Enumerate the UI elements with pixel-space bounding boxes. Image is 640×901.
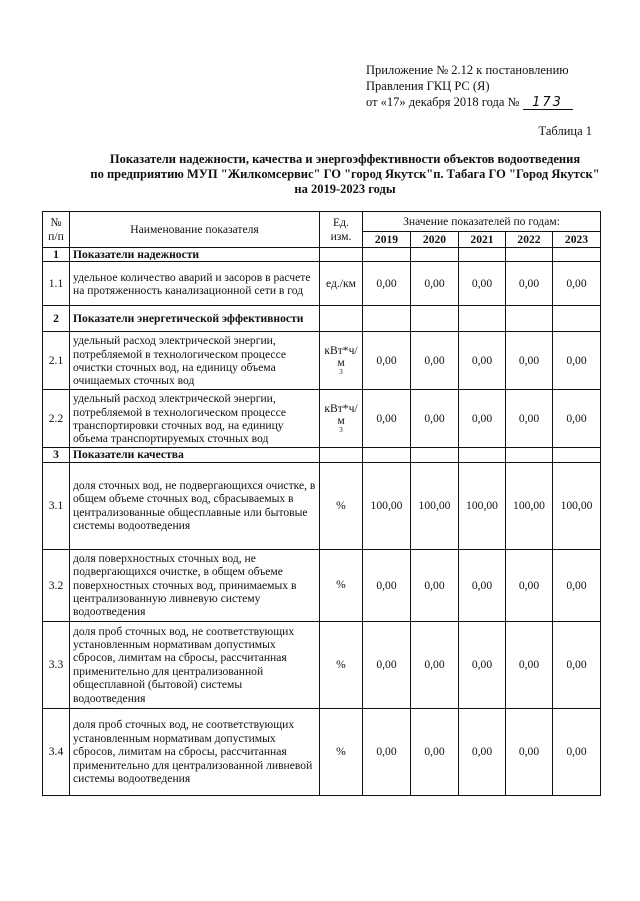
handwritten-number: 173	[523, 96, 573, 110]
document-title	[80, 152, 610, 197]
indicator-row	[43, 332, 601, 390]
section-empty-value	[363, 448, 411, 462]
section-empty-value	[411, 306, 459, 332]
indicator-name: доля сточных вод, не подвергающихся очистке, в общем объеме сточных вод, сбрасываемых в централизованные общесплавные или бытовые системы водоотведения	[70, 462, 320, 549]
section-empty-value	[553, 448, 601, 462]
indicator-value: 0,00	[553, 332, 601, 390]
section-num: 2	[43, 306, 70, 332]
indicator-row	[43, 708, 601, 795]
indicators-table	[42, 211, 601, 796]
appendix-line-1: Приложение № 2.12 к постановлению	[366, 63, 569, 77]
indicator-num: 2.2	[43, 390, 70, 448]
title-line-2: по предприятию МУП "Жилкомсервис" ГО "город Якутск"п. Табага ГО "Город Якутск"	[90, 167, 600, 181]
indicator-row	[43, 462, 601, 549]
indicator-value: 0,00	[459, 332, 506, 390]
section-empty-value	[459, 306, 506, 332]
indicator-unit: ед./км	[320, 262, 363, 306]
indicator-name: удельное количество аварий и засоров в расчете на протяженность канализационной сети в год	[70, 262, 320, 306]
indicator-num: 1.1	[43, 262, 70, 306]
indicator-num: 3.1	[43, 462, 70, 549]
indicator-row	[43, 262, 601, 306]
indicator-unit: %	[320, 549, 363, 621]
indicator-num: 3.2	[43, 549, 70, 621]
indicator-value: 0,00	[411, 621, 459, 708]
indicator-row	[43, 549, 601, 621]
indicator-value: 0,00	[506, 549, 553, 621]
section-row	[43, 448, 601, 462]
section-empty-value	[459, 248, 506, 262]
indicator-row	[43, 390, 601, 448]
indicator-unit: кВт*ч/м 3	[320, 390, 363, 448]
indicator-value: 0,00	[506, 621, 553, 708]
appendix-header	[366, 62, 573, 110]
indicator-value: 0,00	[553, 621, 601, 708]
header-row-1	[43, 212, 601, 232]
indicator-value: 0,00	[363, 390, 411, 448]
indicator-num: 3.4	[43, 708, 70, 795]
section-empty-value	[411, 448, 459, 462]
header-year: 2023	[553, 232, 601, 248]
header-year: 2020	[411, 232, 459, 248]
indicator-value: 0,00	[411, 332, 459, 390]
indicator-name: удельный расход электрической энергии, потребляемой в технологическом процессе транспортировки сточных вод, на единицу объема транспортируемых сточных вод	[70, 390, 320, 448]
section-num: 1	[43, 248, 70, 262]
indicator-value: 100,00	[553, 462, 601, 549]
header-name: Наименование показателя	[70, 212, 320, 248]
indicator-name: доля проб сточных вод, не соответствующих установленным нормативам допустимых сбросов, лимитам на сбросы, рассчитанная применительно для централизованной ливневой системы водоотведения	[70, 708, 320, 795]
title-line-3: на 2019-2023 годы	[294, 182, 396, 196]
table-label: Таблица 1	[538, 124, 592, 138]
indicator-value: 0,00	[363, 549, 411, 621]
section-num: 3	[43, 448, 70, 462]
indicator-value: 0,00	[553, 390, 601, 448]
indicator-num: 3.3	[43, 621, 70, 708]
section-empty-value	[506, 248, 553, 262]
indicator-value: 0,00	[363, 708, 411, 795]
section-empty-value	[506, 306, 553, 332]
appendix-line-3	[366, 94, 573, 110]
indicator-name: удельный расход электрической энергии, потребляемой в технологическом процессе очистки сточных вод, на единицу объема очищаемых сточных вод	[70, 332, 320, 390]
section-empty-value	[411, 248, 459, 262]
indicator-value: 100,00	[459, 462, 506, 549]
section-empty-unit	[320, 248, 363, 262]
indicator-value: 0,00	[363, 621, 411, 708]
header-num: № п/п	[43, 212, 70, 248]
indicator-value: 0,00	[553, 708, 601, 795]
appendix-date: от «17» декабря 2018 года №	[366, 95, 520, 109]
title-line-1: Показатели надежности, качества и энергоэффективности объектов водоотведения	[109, 152, 581, 166]
indicator-value: 0,00	[411, 708, 459, 795]
indicator-row	[43, 621, 601, 708]
section-row	[43, 306, 601, 332]
indicator-value: 0,00	[506, 332, 553, 390]
header-year: 2021	[459, 232, 506, 248]
indicator-value: 0,00	[506, 708, 553, 795]
indicator-value: 0,00	[363, 262, 411, 306]
indicator-unit: кВт*ч/м 3	[320, 332, 363, 390]
indicator-value: 0,00	[459, 708, 506, 795]
indicator-value: 0,00	[411, 262, 459, 306]
section-empty-value	[363, 306, 411, 332]
indicator-num: 2.1	[43, 332, 70, 390]
unit-superscript: 3	[339, 426, 343, 435]
indicator-value: 0,00	[411, 390, 459, 448]
section-title: Показатели качества	[70, 448, 320, 462]
header-values: Значение показателей по годам:	[363, 212, 601, 232]
section-title: Показатели надежности	[70, 248, 320, 262]
indicator-value: 100,00	[411, 462, 459, 549]
section-empty-unit	[320, 448, 363, 462]
section-title: Показатели энергетической эффективности	[70, 306, 320, 332]
header-year: 2019	[363, 232, 411, 248]
header-unit: Ед. изм.	[320, 212, 363, 248]
indicator-value: 0,00	[459, 262, 506, 306]
indicator-unit: %	[320, 621, 363, 708]
unit-superscript: 3	[339, 368, 343, 377]
section-empty-unit	[320, 306, 363, 332]
indicator-value: 0,00	[506, 262, 553, 306]
section-row	[43, 248, 601, 262]
section-empty-value	[553, 248, 601, 262]
indicator-value: 0,00	[411, 549, 459, 621]
indicator-value: 0,00	[363, 332, 411, 390]
indicator-value: 0,00	[459, 549, 506, 621]
header-year: 2022	[506, 232, 553, 248]
section-empty-value	[363, 248, 411, 262]
indicator-unit: %	[320, 462, 363, 549]
section-empty-value	[553, 306, 601, 332]
indicator-value: 0,00	[553, 549, 601, 621]
section-empty-value	[459, 448, 506, 462]
indicator-value: 100,00	[506, 462, 553, 549]
indicator-value: 0,00	[459, 390, 506, 448]
indicator-value: 0,00	[553, 262, 601, 306]
indicator-name: доля поверхностных сточных вод, не подвергающихся очистке, в общем объеме поверхностных сточных вод, принимаемых в централизованную ливневую систему водоотведения	[70, 549, 320, 621]
indicator-name: доля проб сточных вод, не соответствующих установленным нормативам допустимых сбросов, лимитам на сбросы, рассчитанная применительно для централизованной общесплавной (бытовой) системы водоотведения	[70, 621, 320, 708]
indicator-value: 0,00	[459, 621, 506, 708]
section-empty-value	[506, 448, 553, 462]
indicator-value: 100,00	[363, 462, 411, 549]
appendix-line-2: Правления ГКЦ РС (Я)	[366, 79, 490, 93]
indicator-unit: %	[320, 708, 363, 795]
indicator-value: 0,00	[506, 390, 553, 448]
